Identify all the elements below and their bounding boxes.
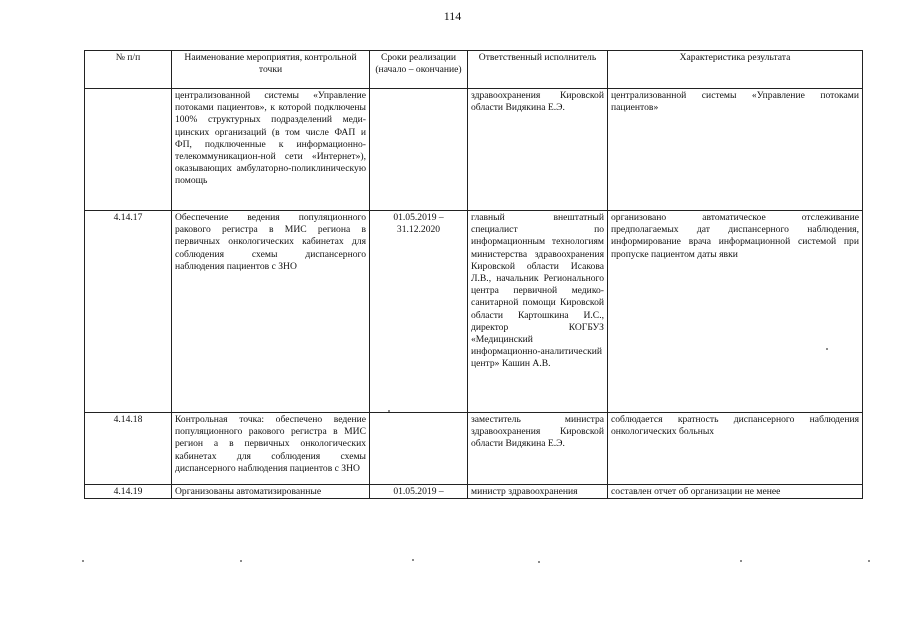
cell-number: 4.14.17	[85, 211, 172, 413]
page-number: 114	[443, 9, 462, 23]
table-row	[85, 485, 863, 499]
cell-period	[370, 89, 468, 211]
header-implementation-period: Сроки реализации (начало – окончание)	[370, 51, 468, 89]
header-activity-name: Наименование мероприятия, контрольной точки	[172, 51, 370, 89]
cell-activity-name: Организованы автоматизированные	[172, 485, 370, 499]
scan-speck	[240, 560, 242, 562]
scan-speck	[82, 560, 84, 562]
cell-period: 01.05.2019 –	[370, 485, 468, 499]
table-header-row	[85, 51, 863, 89]
cell-responsible: здравоохранения Кировской области Видякина Е.Э.	[468, 89, 608, 211]
cell-result: организовано автоматическое отслеживание предполагаемых дат диспансерного наблюдения, информирование врача информационной системой при пропуске пациентом даты явки	[608, 211, 863, 413]
scan-speck	[868, 560, 870, 562]
scan-speck	[412, 559, 414, 561]
cell-responsible: главный внештатный специалист по информационным технологиям министерства здравоохранения Кировской области Исакова Л.В., начальник Регионального центра первичной медико-санитарной помощи Кировской области Картошкина И.С., директор КОГБУЗ «Медицинский информационно-аналитический центр» Кашин А.В.	[468, 211, 608, 413]
cell-result: централизованной системы «Управление потоками пациентов»	[608, 89, 863, 211]
cell-number: 4.14.18	[85, 413, 172, 485]
header-responsible: Ответственный исполнитель	[468, 51, 608, 89]
cell-result: соблюдается кратность диспансерного наблюдения онкологических больных	[608, 413, 863, 485]
cell-period: 01.05.2019 – 31.12.2020	[370, 211, 468, 413]
cell-result: составлен отчет об организации не менее	[608, 485, 863, 499]
cell-responsible: министр здравоохранения	[468, 485, 608, 499]
table-row	[85, 211, 863, 413]
header-number: № п/п	[85, 51, 172, 89]
cell-number: 4.14.19	[85, 485, 172, 499]
table-row	[85, 413, 863, 485]
cell-activity-name: Обеспечение ведения популяционного ракового регистра в МИС региона в первичных онкологических кабинетах для соблюдения схемы диспансерного наблюдения пациентов с ЗНО	[172, 211, 370, 413]
action-plan-table	[84, 50, 863, 499]
cell-number	[85, 89, 172, 211]
scan-speck	[740, 560, 742, 562]
cell-activity-name: Контрольная точка: обеспечено ведение популяционного ракового регистра в МИС регион а в первичных онкологических кабинетах для соблюдения схемы диспансерного наблюдения пациентов с ЗНО	[172, 413, 370, 485]
cell-responsible: заместитель министра здравоохранения Кировской области Видякина Е.Э.	[468, 413, 608, 485]
scan-speck	[826, 348, 828, 350]
scan-speck	[538, 561, 540, 563]
cell-activity-name: централизованной системы «Управление потоками пациентов», к которой подключены 100% структурных подразделений меди-цинских организаций (в том числе ФАП и ФП, подключенные к информационно-телекоммуникацион-ной сети «Интернет»), оказывающих амбулаторно-поликлиническую помощь	[172, 89, 370, 211]
scan-speck	[388, 410, 390, 412]
header-result: Характеристика результата	[608, 51, 863, 89]
table-row	[85, 89, 863, 211]
cell-period	[370, 413, 468, 485]
